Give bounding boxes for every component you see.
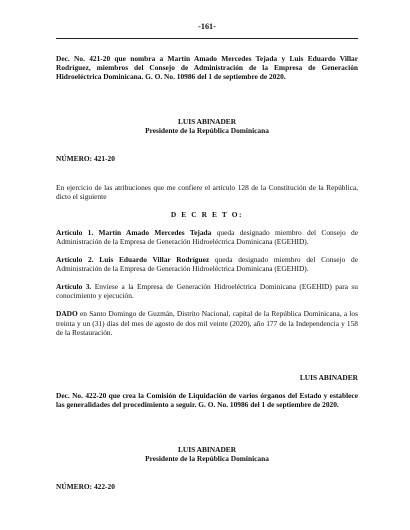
article-1-text: queda designado miembro del Consejo de Administración de la Empresa de Generación Hidroeléctrica Dominicana (EGEHID). bbox=[56, 227, 358, 246]
decree-heading: D E C R E T O: bbox=[170, 209, 244, 219]
dado-paragraph bbox=[56, 309, 358, 336]
decree-421-signatory-name: LUIS ABINADER bbox=[177, 117, 237, 127]
decree-421-signatory-title: Presidente de la República Dominicana bbox=[145, 126, 269, 136]
decree-421-number: NÚMERO: 421-20 bbox=[56, 154, 115, 164]
article-2 bbox=[56, 255, 358, 273]
header-rule bbox=[56, 38, 358, 39]
dado-label: DADO bbox=[56, 309, 78, 319]
article-1-label: Artículo 1. bbox=[56, 227, 94, 237]
article-3-text: Envíese a la Empresa de Generación Hidroeléctrica Dominicana (EGEHID) para su conocimiento y ejecución. bbox=[56, 282, 358, 301]
closing-signature: LUIS ABINADER bbox=[299, 372, 358, 382]
article-1-name: Martín Amado Mercedes Tejada bbox=[98, 227, 212, 237]
dado-text: en Santo Domingo de Guzmán, Distrito Nacional, capital de la República Dominicana, a los treinta y un (31) días del mes de agosto de dos mil veinte (2020), año 177 de la Independencia y 158 de la Restauración. bbox=[56, 309, 358, 337]
decree-421-summary: Dec. No. 421-20 que nombra a Martín Amado Mercedes Tejada y Luis Eduardo Villar Rodríguez, miembros del Consejo de Administración de la Empresa de Generación Hidroeléctrica Dominicana. G. O. No. 10986 del 1 de septiembre de 2020. bbox=[56, 54, 358, 82]
article-3-label: Artículo 3. bbox=[56, 282, 92, 292]
article-2-label: Artículo 2. bbox=[56, 255, 94, 265]
article-1 bbox=[56, 228, 358, 246]
decree-421-preamble: En ejercicio de las atribuciones que me confiere el artículo 128 de la Constitución de la República, dicto el siguiente bbox=[56, 182, 358, 201]
article-3 bbox=[56, 282, 358, 300]
article-2-text: queda designado miembro del Consejo de Administración de la Empresa de Generación Hidroeléctrica Dominicana (EGEHID). bbox=[56, 255, 358, 274]
decree-422-summary: Dec. No. 422-20 que crea la Comisión de Liquidación de varios órganos del Estado y establece las generalidades del procedimiento a seguir. G. O. No. 10986 del 1 de septiembre de 2020. bbox=[56, 390, 358, 409]
article-2-name: Luis Eduardo Villar Rodríguez bbox=[99, 255, 210, 265]
page-number: -161- bbox=[198, 22, 216, 31]
decree-422-signatory-name: LUIS ABINADER bbox=[177, 444, 237, 454]
decree-422-signatory-title: Presidente de la República Dominicana bbox=[145, 454, 269, 464]
decree-422-number: NÚMERO: 422-20 bbox=[56, 482, 115, 492]
